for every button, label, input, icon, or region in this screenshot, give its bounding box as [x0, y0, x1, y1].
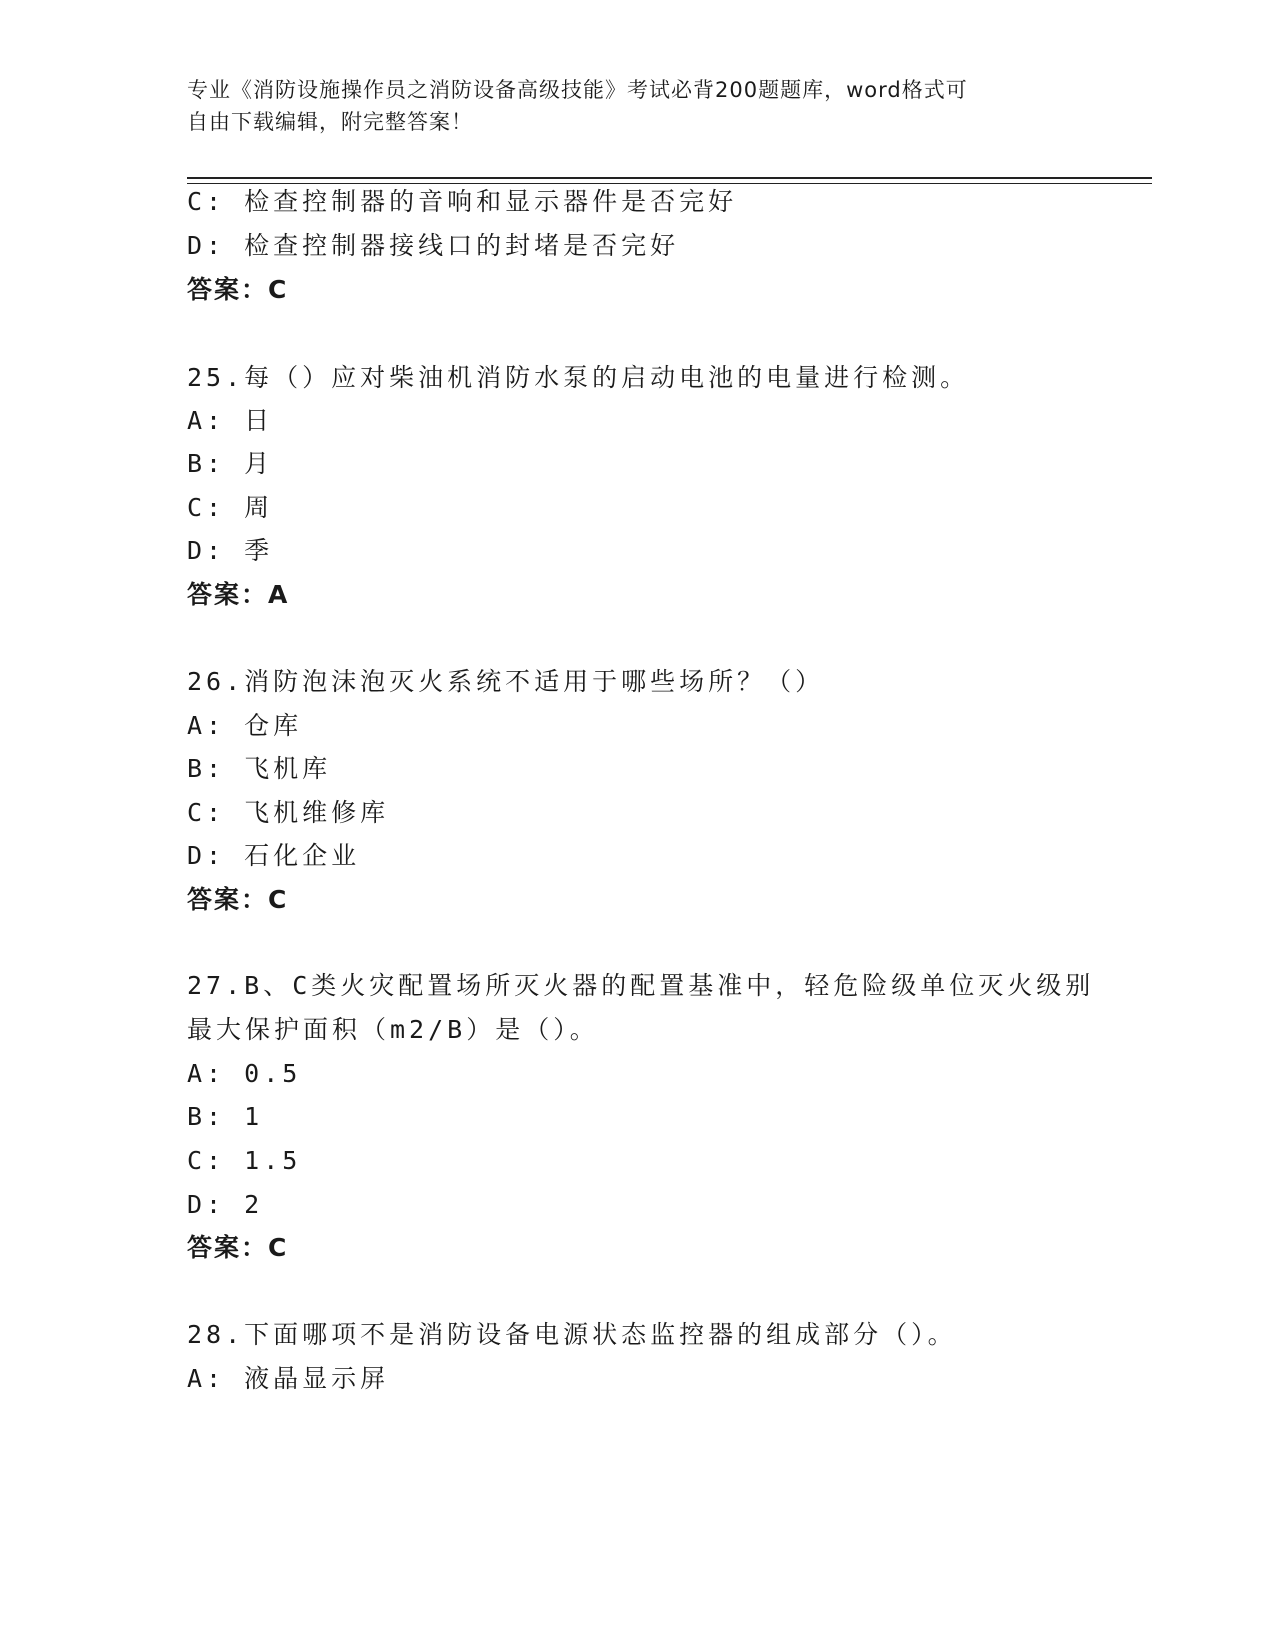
q27-option-b: B: 1: [187, 1102, 264, 1131]
q26-option-b: B: 飞机库: [187, 754, 332, 783]
q26-option-c: C: 飞机维修库: [187, 798, 390, 827]
q28-question: 28.下面哪项不是消防设备电源状态监控器的组成部分（）。: [187, 1320, 957, 1349]
document-header: [187, 74, 1067, 138]
header-rule-thick: [187, 177, 1152, 179]
header-title-line-2: 自由下载编辑，附完整答案！: [187, 110, 473, 134]
q27-option-d: D: 2: [187, 1190, 264, 1219]
header-title-line-1: 专业《消防设施操作员之消防设备高级技能》考试必背200题题库，word格式可: [187, 78, 968, 102]
q25-question: 25.每（）应对柴油机消防水泵的启动电池的电量进行检测。: [187, 363, 970, 392]
q25-option-b: B: 月: [187, 449, 274, 478]
q27-question-line-2: 最大保护面积（m2/B）是（）。: [187, 1015, 599, 1044]
q27-answer: 答案：C: [187, 1233, 289, 1262]
q24-answer: 答案：C: [187, 275, 289, 304]
q27-option-c: C: 1.5: [187, 1146, 302, 1175]
q24-option-c: C: 检查控制器的音响和显示器件是否完好: [187, 187, 738, 216]
q26-option-a: A: 仓库: [187, 711, 303, 740]
q24-option-d: D: 检查控制器接线口的封堵是否完好: [187, 231, 680, 260]
q26-question: 26.消防泡沫泡灭火系统不适用于哪些场所？（）: [187, 667, 825, 696]
q25-option-c: C: 周: [187, 493, 274, 522]
q28-option-a: A: 液晶显示屏: [187, 1364, 390, 1393]
q27-option-a: A: 0.5: [187, 1059, 302, 1088]
q26-option-d: D: 石化企业: [187, 841, 361, 870]
header-rule-thin: [187, 183, 1152, 184]
q25-option-a: A: 日: [187, 406, 274, 435]
q25-answer: 答案：A: [187, 580, 290, 609]
q26-answer: 答案：C: [187, 885, 289, 914]
q27-question-line-1: 27.B、C类火灾配置场所灭火器的配置基准中，轻危险级单位灭火级别: [187, 971, 1095, 1000]
q25-option-d: D: 季: [187, 536, 274, 565]
